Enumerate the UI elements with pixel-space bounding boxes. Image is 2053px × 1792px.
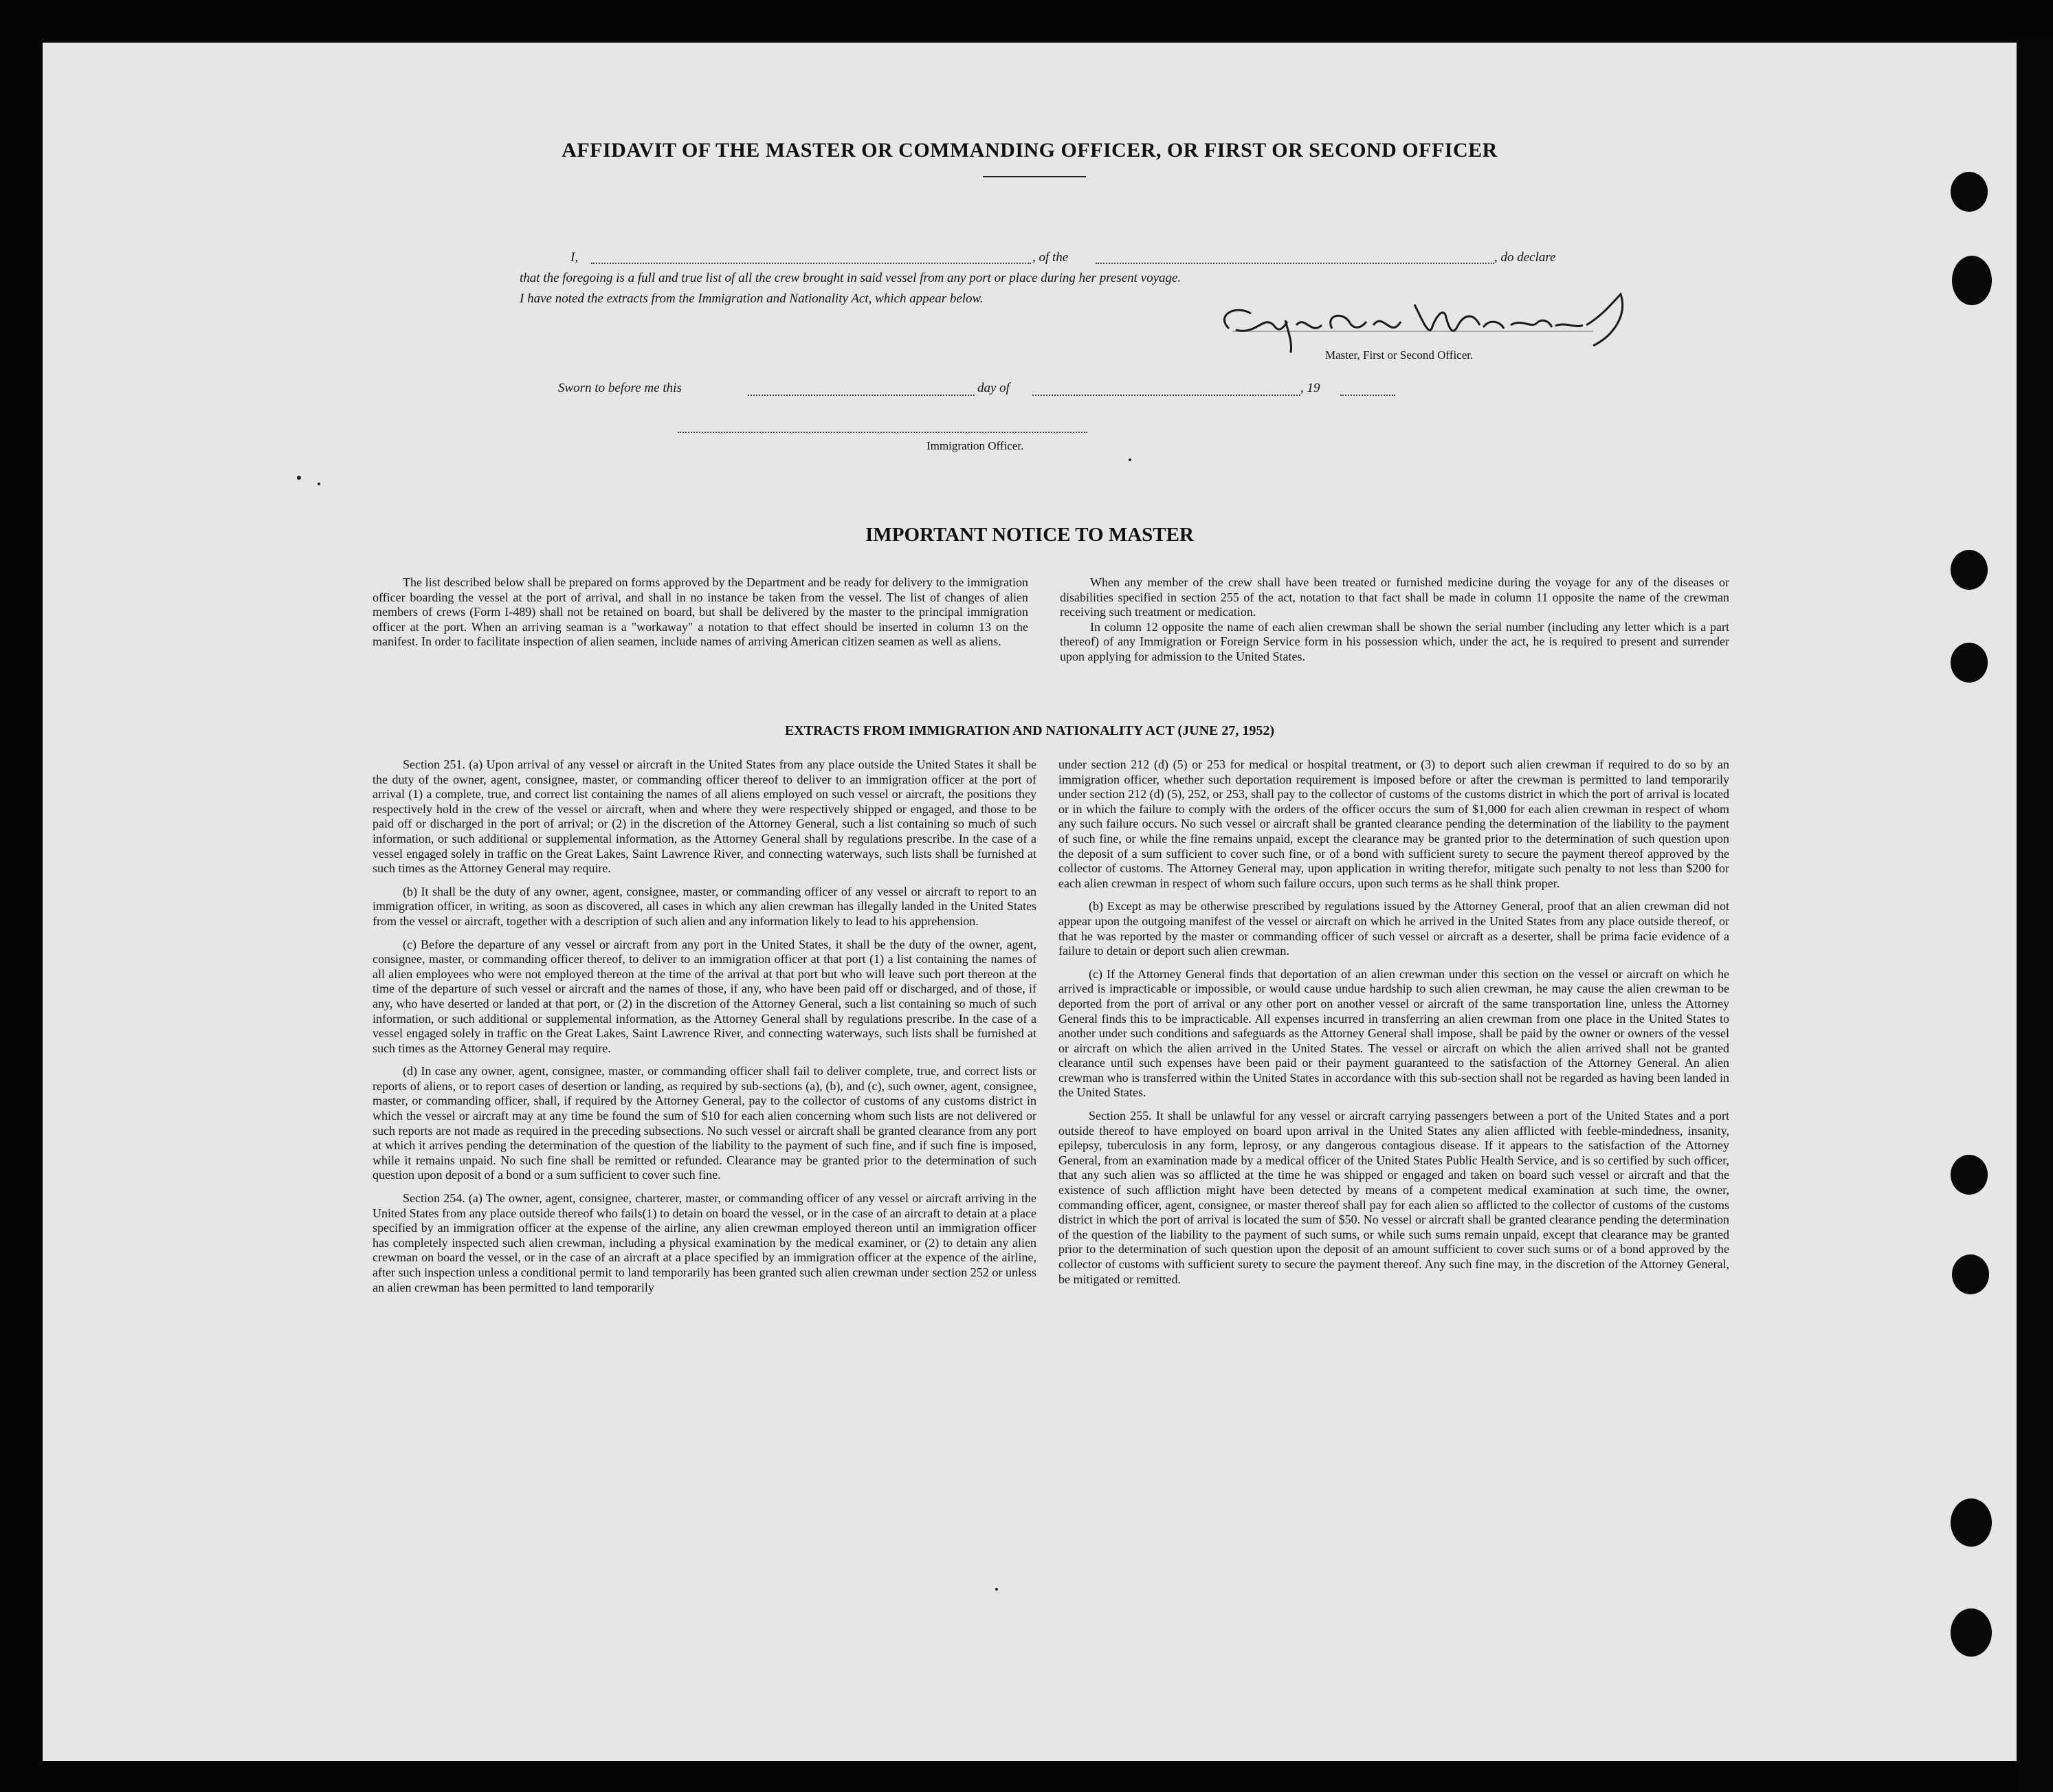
declaration-line-2: that the foregoing is a full and true list of all the crew brought in said vessel from any port or place during her present voyage. <box>520 271 1181 285</box>
notice-right-paragraph-2: In column 12 opposite the name of each alien crewman shall be shown the serial number (including any letter which is a part thereof) of any Immigration or Foreign Service form in his possession which, under the act, he is required to present and surrender upon applying for admission to the United States. <box>1060 619 1729 663</box>
officer-signature-line <box>678 432 1087 433</box>
document-page <box>43 43 2017 1761</box>
extract-section-255: Section 255. It shall be unlawful for any vessel or aircraft carrying passengers between a port of the United States and a port outside thereof to have employed on board upon arrival in the United States any alien afflicted with feeble-mindedness, insanity, epilepsy, tuberculosis in any form, leprosy, or any dangerous contagious disease. If it appears to the satisfaction of the Attorney General, from an examination made by a medical officer of the United States Public Health Service, and is so certified by such officer, that any such alien was so afflicted at the time he was shipped or engaged and taken on board such vessel or aircraft and that the existence of such affliction might have been detected by means of a competent medical examination at such time, the owner, commanding officer, agent, consignee, or master thereof shall pay for each alien so afflicted to the collector of customs of the customs district in which the port of arrival is located the sum of $50. No vessel or aircraft shall be granted clearance pending the determination of the question of the liability to the payment of such sums, or while such sums remain unpaid, except that clearance may be granted prior to the determination of such question upon the deposit of an amount sufficient to cover such sums or of a bond approved by the collector of customs with sufficient surety to secure the payment thereof. Any such fine may, in the discretion of the Attorney General, be mitigated or remitted. <box>1058 1109 1729 1286</box>
punch-hole <box>1951 1498 1992 1547</box>
punch-hole <box>1951 1155 1988 1195</box>
title-rule <box>983 176 1086 177</box>
of-the-label: , of the <box>1032 250 1069 265</box>
notice-right-column <box>1060 575 1729 673</box>
sworn-day-line <box>748 395 975 396</box>
scan-speck <box>995 1588 998 1591</box>
signer-label: Master, First or Second Officer. <box>1325 349 1474 362</box>
declaration-line-3: I have noted the extracts from the Immigration and Nationality Act, which appear below. <box>520 291 984 306</box>
extract-section-251d: (d) In case any owner, agent, consignee, master, or commanding officer shall fail to deliver complete, true, and correct lists or reports of aliens, or to report cases of desertion or landing, as required by sub-sections (a), (b), and (c), such owner, agent, consignee, master, or commanding officer, shall, if required by the Attorney General, pay to the collector of customs of any customs district in which the vessel or aircraft may at any time be found the sum of $10 for each alien concerning whom such lists are not delivered or such reports are not made as required in the preceding subsections. No such vessel or aircraft shall be granted clearance from any port at which it arrives pending the determination of the question of the liability to the payment of such fine, and if such fine is imposed, while it remains unpaid. No such fine shall be remitted or refunded. Clearance may be granted prior to the determination of such question upon deposit of a bond or a sum sufficient to cover such fine. <box>373 1064 1036 1182</box>
notice-left-paragraph: The list described below shall be prepared on forms approved by the Department and be ready for delivery to the immigration officer boarding the vessel at the port of arrival, and shall in no instance be taken from the vessel. The list of changes of alien members of crews (Form I-489) shall not be retained on board, but shall be delivered by the master to the principal immigration officer at the port. When an arriving seaman is a "workaway" a notation to that effect should be inserted in column 13 on the manifest. In order to facilitate inspection of alien seamen, include names of arriving American citizen seamen as well as aliens. <box>373 575 1028 649</box>
extracts-title: EXTRACTS FROM IMMIGRATION AND NATIONALITY ACT (JUNE 27, 1952) <box>784 723 1275 738</box>
notice-left-column <box>373 575 1028 658</box>
scan-border-right <box>2017 43 2053 1792</box>
year-label: , 19 <box>1300 381 1320 395</box>
extract-section-254a: Section 254. (a) The owner, agent, consignee, charterer, master, or commanding officer of any vessel or aircraft arriving in the United States from any place outside thereof who fails(1) to detain on board the vessel, or in the case of an aircraft to detain at a place specified by an immigration officer at the expense of the airline, any alien crewman employed thereon until an immigration officer has completely inspected such alien crewman, including a physical examination by the medical examiner, or (2) to detain any alien crewman on board the vessel, or in the case of an aircraft at a place specified by an immigration officer at the expence of the airline, after such inspection unless a conditional permit to land temporarily has been granted such alien crewman under section 252 or unless an alien crewman has been permitted to land temporarily <box>373 1191 1036 1294</box>
scan-speck <box>318 483 320 485</box>
punch-hole <box>1951 643 1988 683</box>
notice-right-paragraph-1: When any member of the crew shall have been treated or furnished medicine during the voyage for any of the diseases or disabilities specified in section 255 of the act, notation to that fact shall be made in column 11 opposite the name of the crewman receiving such treatment or medication. <box>1060 575 1729 619</box>
affidavit-title: AFFIDAVIT OF THE MASTER OR COMMANDING OFFICER, OR FIRST OR SECOND OFFICER <box>562 139 1498 162</box>
officer-label: Immigration Officer. <box>926 439 1024 452</box>
extract-section-254a-continued: under section 212 (d) (5) or 253 for medical or hospital treatment, or (3) to deport such alien crewman if required to do so by an immigration officer, whether such deportation requirement is imposed before or after the crewman is permitted to land temporarily under section 212 (d) (5), 252, or 253, shall pay to the collector of customs of the customs district in which the port of arrival is located or in which the failure to comply with the orders of the officer occurs the sum of $1,000 for each alien crewman in respect of whom any such failure occurs. No such vessel or aircraft shall be granted clearance pending the determination of the liability to the payment of such fine, or while the fine remains unpaid, except the clearance may be granted prior to the determination of such question upon the deposit of a sum sufficient to cover such fine, or of a bond with sufficient surety to secure the payment thereof approved by the collector of customs. The Attorney General may, upon application in writing therefor, mitigate such penalty to not less than $200 for each alien crewman in respect of whom such failure occurs, upon such terms as he shall think proper. <box>1058 757 1729 890</box>
scan-speck <box>297 476 301 480</box>
sworn-year-line <box>1340 395 1395 396</box>
scan-speck <box>1129 458 1131 461</box>
punch-hole <box>1951 172 1988 212</box>
vessel-field-line <box>1096 263 1494 264</box>
i-label: I, <box>570 250 579 265</box>
punch-hole <box>1951 550 1988 590</box>
do-declare-label: , do declare <box>1494 250 1556 265</box>
notice-title: IMPORTANT NOTICE TO MASTER <box>865 524 1194 546</box>
extracts-right-column <box>1058 757 1729 1295</box>
extract-section-251a: Section 251. (a) Upon arrival of any vessel or aircraft in the United States from any place outside the United States it shall be the duty of the owner, agent, consignee, master, or commanding officer thereof to deliver to an immigration officer at the port of arrival (1) a complete, true, and correct list containing the names of all aliens employed on such vessel or aircraft, the positions they respectively hold in the crew of the vessel or aircraft, when and where they were respectively shipped or engaged, and those to be paid off or discharged in the port of arrival; or (2) in the discretion of the Attorney General, such a list containing so much of such information, or such additional or supplemental information, as the Attorney General shall by regulations prescribe. In the case of a vessel engaged solely in traffic on the Great Lakes, Saint Lawrence River, and connecting waterways, such lists shall be furnished at such times as the Attorney General may require. <box>373 757 1036 876</box>
sworn-label: Sworn to before me this <box>558 381 682 395</box>
name-field-line <box>591 263 1031 264</box>
sworn-month-line <box>1032 395 1300 396</box>
extract-section-254c: (c) If the Attorney General finds that deportation of an alien crewman under this section on the vessel or aircraft on which he arrived is impracticable or impossible, or would cause undue hardship to such alien crewman, he may cause the alien crewman to be deported from the port of arrival or any other port on another vessel or aircraft of the same transportation line, unless the Attorney General finds this to be impracticable. All expenses incurred in transferring an alien crewman from one place in the United States to another under such conditions and safeguards as the Attorney General shall impose, shall be paid by the owner or owners of the vessel or aircraft on which the alien arrived in the United States. The vessel or aircraft on which the alien arrived shall not be granted clearance until such expenses have been paid or their payment guaranteed to the satisfaction of the Attorney General. An alien crewman who is transferred within the United States in accordance with this sub-section shall not be regarded as having been landed in the United States. <box>1058 966 1729 1100</box>
punch-hole <box>1951 1608 1992 1657</box>
extract-section-251b: (b) It shall be the duty of any owner, agent, consignee, master, or commanding officer of any vessel or aircraft to report to an immigration officer, in writing, as soon as discovered, all cases in which any alien crewman has illegally landed in the United States from the vessel or aircraft, together with a description of such alien and any information likely to lead to his apprehension. <box>373 884 1036 928</box>
punch-hole <box>1952 256 1992 305</box>
extract-section-254b: (b) Except as may be otherwise prescribed by regulations issued by the Attorney General, proof that an alien crewman did not appear upon the outgoing manifest of the vessel or aircraft on which he arrived in the United States from any place outside thereof, or that he was reported by the master or commanding officer of such vessel or aircraft as a deserter, shall be prima facie evidence of a failure to detain or deport such alien crewman. <box>1058 899 1729 958</box>
extracts-left-column <box>373 757 1036 1303</box>
punch-hole <box>1952 1254 1989 1294</box>
day-of-label: day of <box>977 381 1010 395</box>
extract-section-251c: (c) Before the departure of any vessel or aircraft from any port in the United States, it shall be the duty of the owner, agent, consignee, master, or commanding officer thereof, to deliver to an immigration officer at that port (1) a list containing the names of all alien employees who were not employed thereon at the time of the arrival at that port but who will leave such port thereon at the time of the departure of such vessel or aircraft and the names of those, if any, who have been paid off or discharged, and of those, if any, who have deserted or landed at that port, or (2) in the discretion of the Attorney General, such a list containing so much of such information, or such additional or supplemental information, as the Attorney General shall by regulations prescribe. In the case of a vessel engaged solely in traffic on the Great Lakes, Saint Lawrence River, and connecting waterways, such lists shall be furnished at such times as the Attorney General may require. <box>373 937 1036 1055</box>
